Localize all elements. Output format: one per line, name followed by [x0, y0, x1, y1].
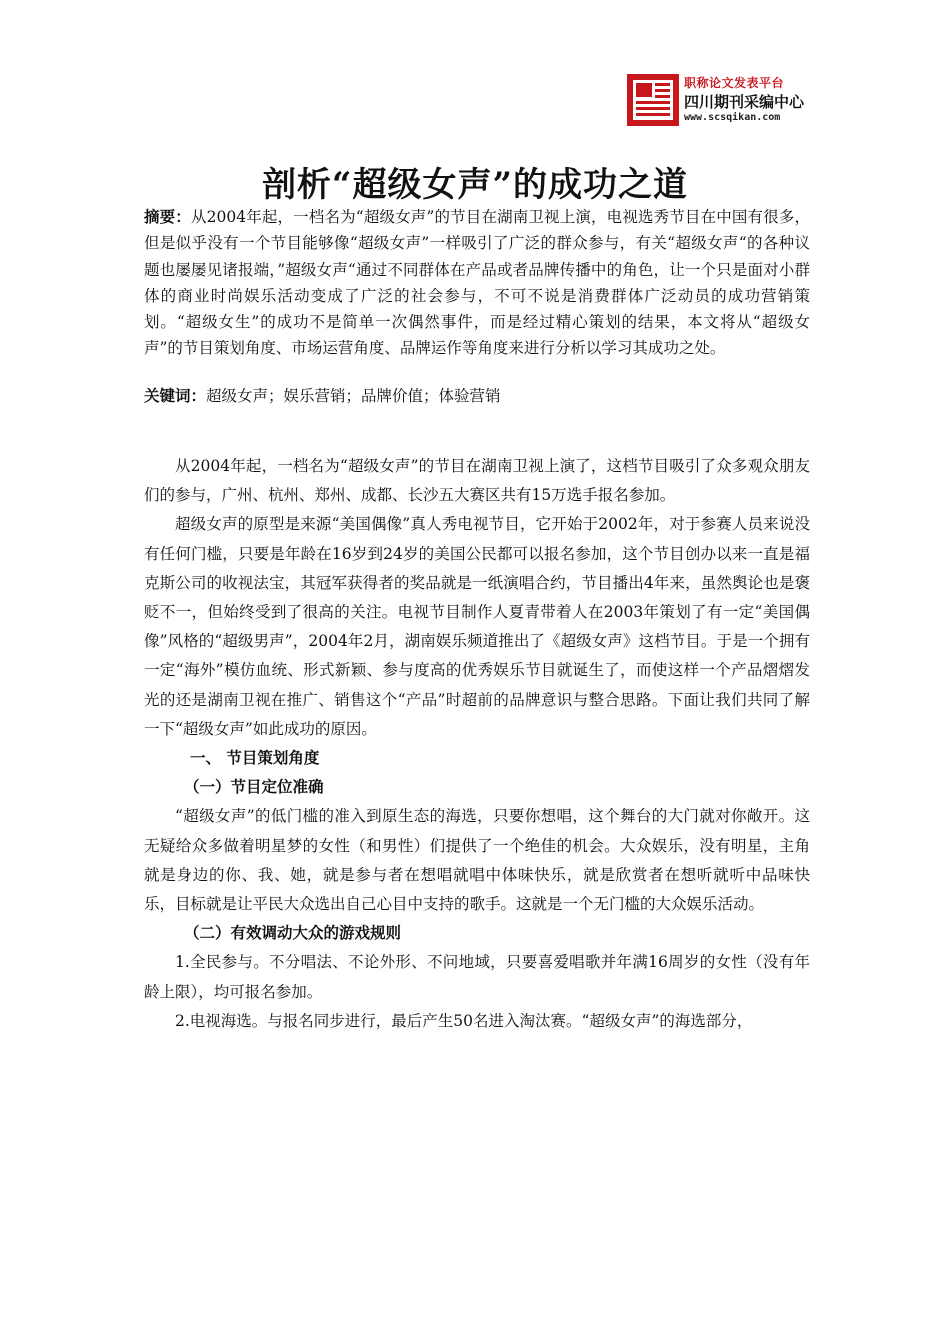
paragraph: 1.全民参与。不分唱法、不论外形、不问地域，只要喜爱唱歌并年满16周岁的女性（没有年龄上限），均可报名参加。	[144, 953, 810, 1001]
keywords-text: 超级女声；娱乐营销；品牌价值；体验营销	[206, 387, 501, 405]
subsection-heading: （二）有效调动大众的游戏规则	[184, 924, 402, 943]
paragraph: 2.电视海选。与报名同步进行，最后产生50名进入淘汰赛。“超级女声”的海选部分，	[175, 1011, 753, 1030]
logo	[627, 74, 817, 130]
logo-tagline: 职称论文发表平台	[684, 76, 785, 90]
paragraph: 超级女声的原型是来源“美国偶像”真人秀电视节目，它开始于2002年，对于参赛人员来说没有任何门槛，只要是年龄在16岁到24岁的美国公民都可以报名参加，这个节目创办以来一直是福克斯公司的收视法宝，其冠军获得者的奖品就是一纸演唱合约，节目播出4年来，虽然舆论也是褒贬不一，但始终受到了很高的关注。电视节目制作人夏青带着人在2003年策划了有一定“美国偶像”风格的“超级男声”，2004年2月，湖南娱乐频道推出了《超级女声》这档节目。于是一个拥有一定“海外”模仿血统、形式新颖、参与度高的优秀娱乐节目就诞生了，而使这样一个产品熠熠发光的还是湖南卫视在推广、销售这个“产品”时超前的品牌意识与整合思路。下面让我们共同了解一下“超级女声”如此成功的原因。	[144, 515, 810, 738]
keywords	[144, 383, 810, 409]
newspaper-logo-icon	[627, 74, 679, 126]
logo-name: 四川期刊采编中心	[684, 93, 805, 111]
article-body	[144, 452, 810, 1036]
subsection-heading: （一）节目定位准确	[184, 778, 324, 797]
paragraph: 从2004年起，一档名为“超级女声”的节目在湖南卫视上演了，这档节目吸引了众多观众朋友们的参与，广州、杭州、郑州、成都、长沙五大赛区共有15万选手报名参加。	[144, 457, 810, 505]
abstract	[144, 204, 810, 362]
keywords-label: 关键词：	[144, 387, 207, 405]
page-title: 剖析“超级女声”的成功之道	[261, 164, 689, 205]
paragraph: “超级女声”的低门槛的准入到原生态的海选，只要你想唱，这个舞台的大门就对你敞开。这无疑给众多做着明星梦的女性（和男性）们提供了一个绝佳的机会。大众娱乐，没有明星，主角就是身边的你、我、她，就是参与者在想唱就唱中体味快乐，就是欣赏者在想听就听中品味快乐，目标就是让平民大众选出自己心目中支持的歌手。这就是一个无门槛的大众娱乐活动。	[144, 807, 810, 914]
abstract-label: 摘要：	[144, 208, 191, 226]
section-heading: 一、 节目策划角度	[190, 749, 320, 768]
abstract-text: 从2004年起，一档名为“超级女声”的节目在湖南卫视上演，电视选秀节目在中国有很多，但是似乎没有一个节目能够像“超级女声”一样吸引了广泛的群众参与，有关“超级女声“的各种议题也屡屡见诸报端，”超级女声“通过不同群体在产品或者品牌传播中的角色，让一个只是面对小群体的商业时尚娱乐活动变成了广泛的社会参与，不可不说是消费群体广泛动员的成功营销策划。“超级女生”的成功不是简单一次偶然事件，而是经过精心策划的结果，本文将从“超级女声”的节目策划角度、市场运营角度、品牌运作等角度来进行分析以学习其成功之处。	[144, 208, 810, 358]
logo-url[interactable]: www.scsqikan.com	[684, 112, 781, 123]
